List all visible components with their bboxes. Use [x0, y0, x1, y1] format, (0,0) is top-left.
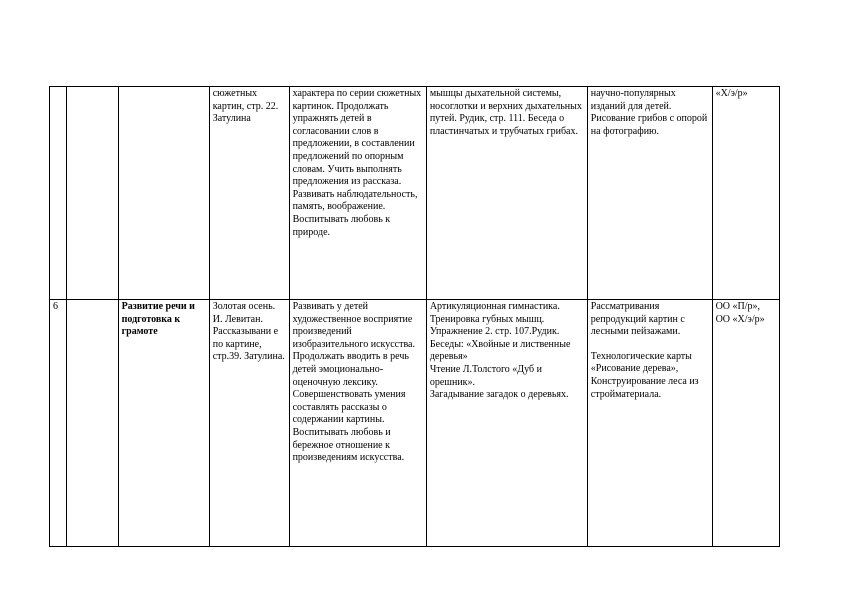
empty-cell: [67, 300, 118, 547]
topic-cell: Золотая осень. И. Левитан. Рассказывани е по картине, стр.39. Затулина.: [209, 300, 289, 547]
joint-activity-line: Загадывание загадок о деревьях.: [429, 389, 569, 401]
joint-activity-line: Беседы: «Хвойные и лиственные деревья»: [429, 338, 571, 363]
joint-activity-cell: мышцы дыхательной системы, носоглотки и верхних дыхательных путей. Рудик, стр. 111. Беседа о пластинчатых и трубчатых грибах.: [426, 87, 587, 300]
row-number-cell: [50, 87, 67, 300]
topic-cell: сюжетных картин, стр. 22. Затулина: [209, 87, 289, 300]
plan-table: [49, 86, 780, 547]
area-cell: [118, 87, 209, 300]
integration-cell: «Х/э/р»: [712, 87, 779, 300]
area-cell: Развитие речи и подготовка к грамоте: [118, 300, 209, 547]
independent-activity-line: Рисование грибов с опорой на фотографию.: [590, 113, 708, 137]
goals-cell: характера по серии сюжетных картинок. Продолжать упражнять детей в согласовании слов в предложении, в составлении предложений по опорным словам. Учить выполнять предложения из рассказа. Развивать наблюдательность, память, воображение. Воспитывать любовь к природе.: [289, 87, 426, 300]
independent-activity-line: научно-популярных изданий для детей.: [590, 88, 676, 112]
independent-activity-cell: [587, 300, 712, 547]
row-number-cell: 6: [50, 300, 67, 547]
independent-activity-cell: [587, 87, 712, 300]
independent-activity-line: Рассматривания репродукций картин с лесными пейзажами.: [590, 301, 685, 338]
goals-cell: Развивать у детей художественное восприятие произведений изобразительного искусства. Продолжать вводить в речь детей эмоционально-оценочную лексику. Совершенствовать умения составлять рассказы о содержании картины. Воспитывать любовь и бережное отношение к произведениям искусства.: [289, 300, 426, 547]
integration-cell: ОО «П/р», ОО «Х/э/р»: [712, 300, 779, 547]
joint-activity-cell: [426, 300, 587, 547]
spacer: [591, 339, 709, 351]
table-row: [50, 300, 780, 547]
joint-activity-line: Артикуляционная гимнастика. Тренировка губных мышц. Упражнение 2. стр. 107.Рудик.: [429, 301, 560, 338]
independent-activity-line: Технологические карты «Рисование дерева», Конструирование леса из стройматериала.: [590, 350, 699, 400]
empty-cell: [67, 87, 118, 300]
table-row: [50, 87, 780, 300]
joint-activity-line: Чтение Л.Толстого «Дуб и орешник».: [429, 363, 542, 388]
